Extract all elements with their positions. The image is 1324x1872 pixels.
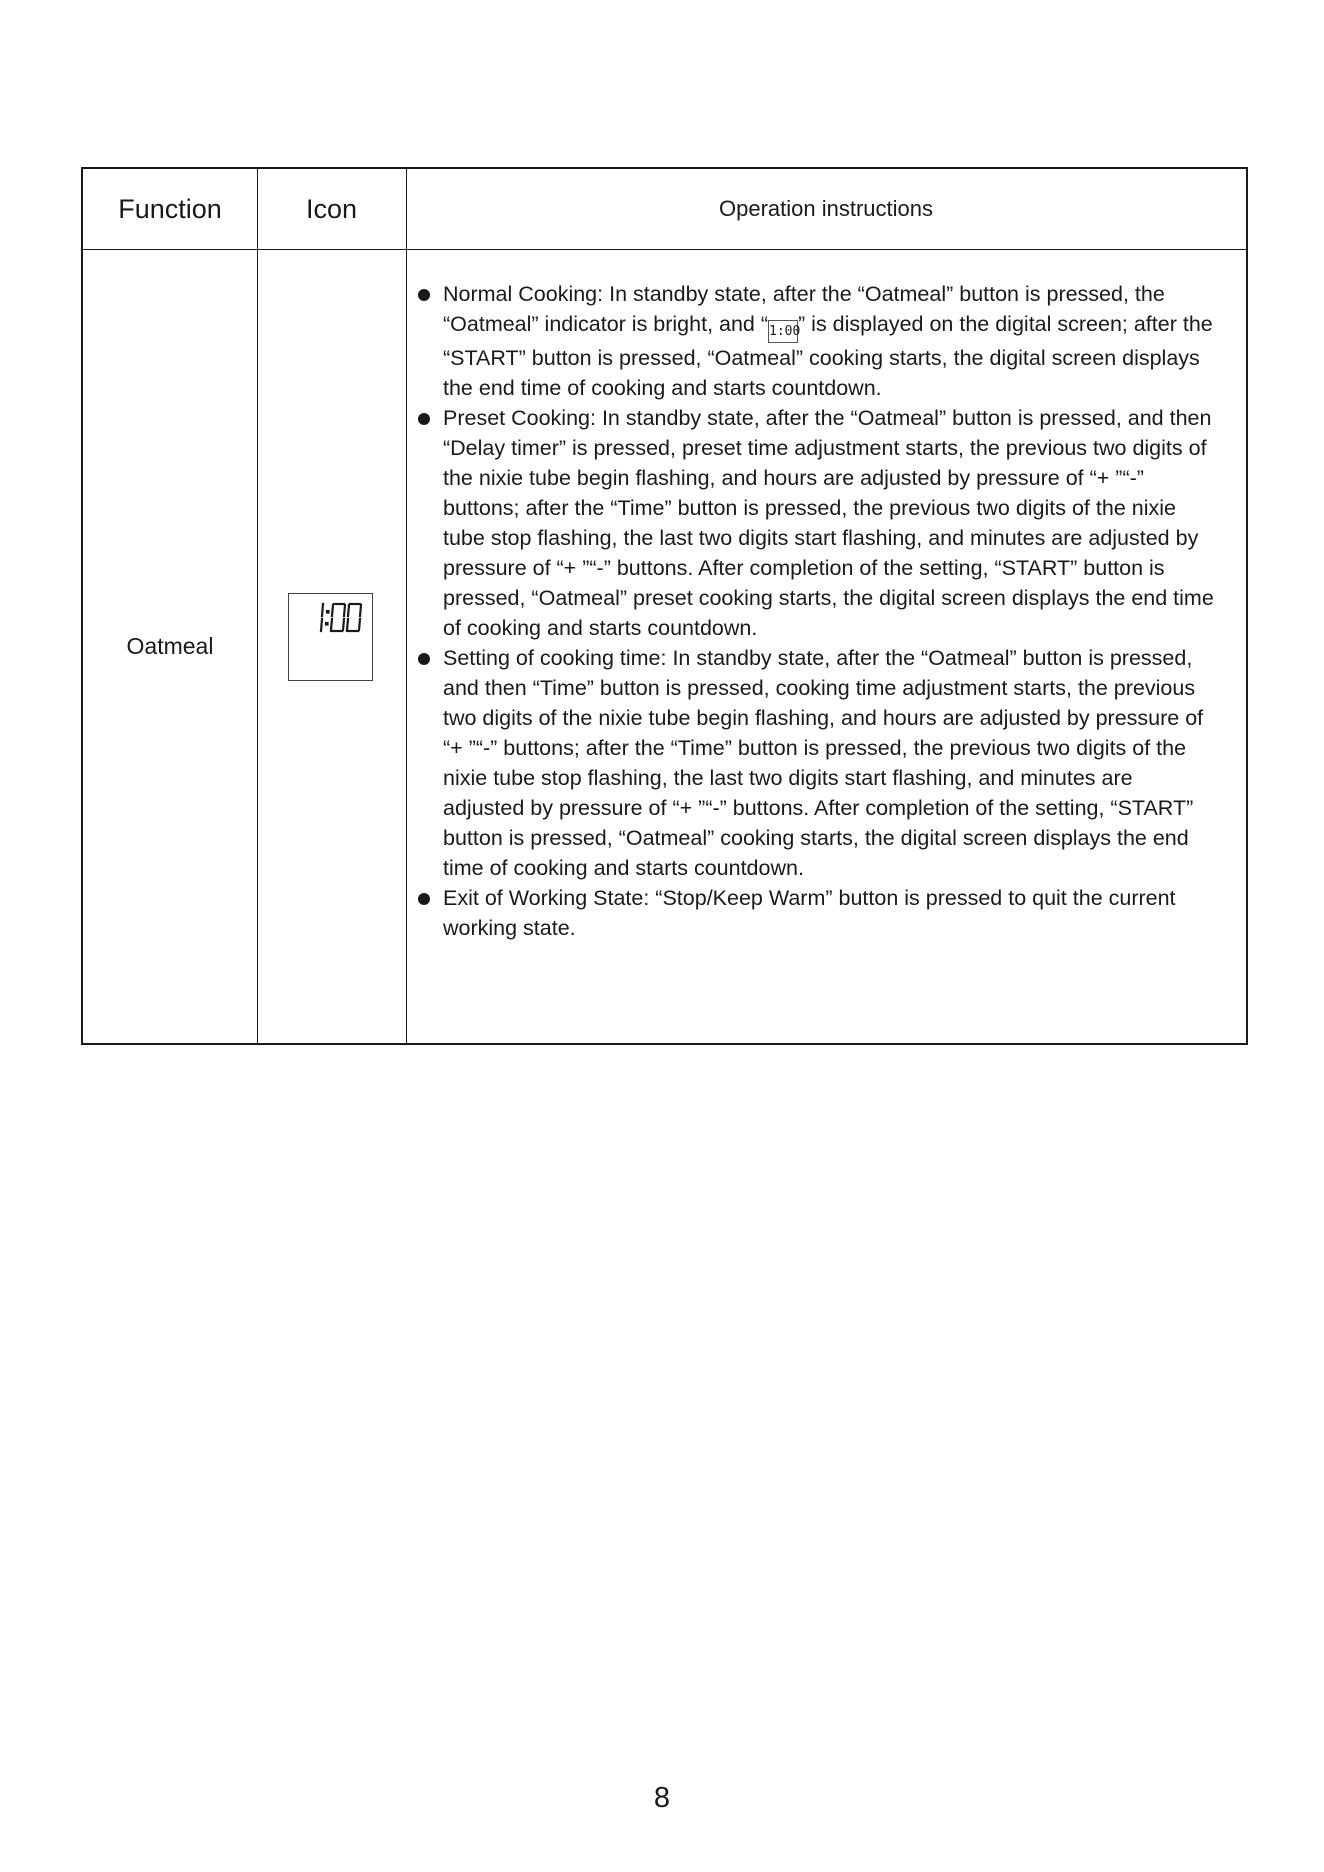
instruction-table <box>81 167 1248 1045</box>
instruction-preset-cooking: Preset Cooking: In standby state, after the “Oatmeal” button is pressed, and then “Delay timer” is pressed, preset time adjustment starts, the previous two digits of the nixie tube begin flashing, and hours are adjusted by pressure of “+ ”“-” buttons; after the “Time” button is pressed, the previous two digits of the nixie tube stop flashing, the last two digits start flashing, and minutes are adjusted by pressure of “+ ”“-” buttons. After completion of the setting, “START” button is pressed, “Oatmeal” preset cooking starts, the digital screen displays the end time of cooking and starts countdown. <box>418 403 1218 643</box>
instruction-normal-cooking <box>418 279 1218 403</box>
function-name-oatmeal: Oatmeal <box>126 633 214 659</box>
lcd-digits-graphic <box>319 602 363 634</box>
instruction-text: ” is displayed on the digital screen; after the “START” button is pressed, “Oatmeal” cooking starts, the digital screen displays the end time of cooking and starts countdown. <box>443 312 1213 400</box>
header-function: Function <box>118 193 222 224</box>
instruction-list <box>418 279 1218 943</box>
header-operation-instructions: Operation instructions <box>719 196 933 221</box>
instruction-setting-cooking-time: Setting of cooking time: In standby state, after the “Oatmeal” button is pressed, and then “Time” button is pressed, cooking time adjustment starts, the previous two digits of the nixie tube begin flashing, and hours are adjusted by pressure of “+ ”“-” buttons; after the “Time” button is pressed, the previous two digits of the nixie tube stop flashing, the last two digits start flashing, and minutes are adjusted by pressure of “+ ”“-” buttons. After completion of the setting, “START” button is pressed, “Oatmeal” cooking starts, the digital screen displays the end time of cooking and starts countdown. <box>418 643 1218 883</box>
lcd-inline-icon: 1:00 <box>768 320 798 343</box>
page-number: 8 <box>653 1782 671 1814</box>
lcd-1:00-icon <box>288 593 373 681</box>
column-divider <box>257 169 258 1043</box>
operation-instructions-cell <box>406 250 1246 1043</box>
header-icon: Icon <box>305 193 358 224</box>
instruction-text: Normal Cooking: In standby state, after the “Oatmeal” button is pressed, the “Oatmeal” indicator is bright, and “ <box>443 282 1165 336</box>
instruction-exit-working-state: Exit of Working State: “Stop/Keep Warm” button is pressed to quit the current working state. <box>418 883 1218 943</box>
